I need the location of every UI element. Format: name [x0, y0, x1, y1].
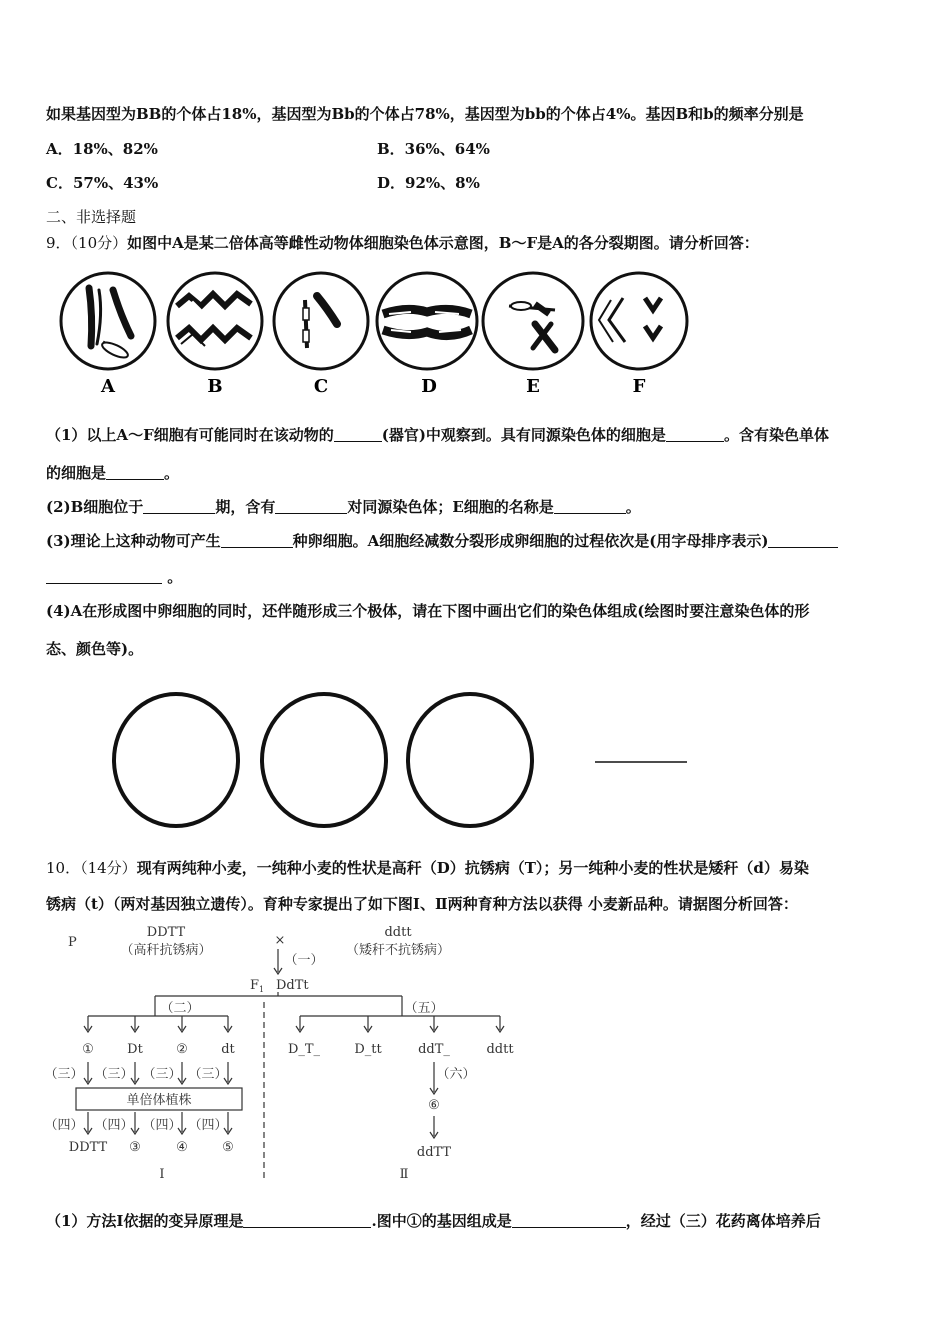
q9-part3-text-a: (3)理论上这种动物可产生	[46, 532, 221, 550]
q9-part1-line1	[46, 424, 829, 445]
step-5: （五）	[404, 1001, 444, 1016]
result-3: ③	[129, 1140, 141, 1155]
step-3-d: （三）	[188, 1067, 228, 1082]
parent1-desc: （高秆抗锈病）	[120, 943, 212, 958]
haploid-box: 单倍体植株	[126, 1093, 192, 1108]
step-4-a: （四）	[44, 1118, 84, 1133]
cell-f	[591, 273, 687, 369]
q10-stem-line1	[46, 857, 809, 878]
q9-chromatid-blank[interactable]	[106, 465, 164, 480]
q9-part2-text-d: 。	[625, 498, 641, 516]
intermediate-6: ⑥	[428, 1098, 440, 1113]
q9-stem: 如图中A是某二倍体高等雌性动物体细胞染色体示意图，B～F是A的各分裂期图。请分析回答：	[127, 234, 759, 252]
q10-principle-blank[interactable]	[243, 1213, 371, 1228]
q8-stem: 如果基因型为BB的个体占18%，基因型为Bb的个体占78%，基因型为bb的个体占4%。基因B和b的频率分别是	[46, 105, 804, 123]
cell-label-c: C	[313, 376, 329, 396]
result-4: ④	[176, 1140, 188, 1155]
p-label: P	[68, 935, 77, 950]
step-3-c: （三）	[142, 1067, 182, 1082]
step-3-a: （三）	[44, 1067, 84, 1082]
q9-part1-text-c: 。含有染色单体	[723, 426, 829, 444]
q9-order-blank-1[interactable]	[768, 533, 838, 548]
q9-part4-line2: 态、颜色等)。	[46, 640, 144, 658]
cell-label-b: B	[207, 376, 223, 396]
step-1: （一）	[284, 953, 324, 968]
q9-part2-text-b: 期，含有	[215, 498, 276, 516]
gamete-3: ②	[176, 1042, 188, 1057]
q10-part1-text-c: ，经过（三）花药离体培养后	[625, 1212, 821, 1230]
step-4-d: （四）	[188, 1118, 228, 1133]
cell-label-e: E	[526, 376, 540, 396]
f2-2: D_tt	[354, 1042, 382, 1057]
q9-part3-text-b: 种卵细胞。A细胞经减数分裂形成卵细胞的过程依次是(用字母排序表示)	[292, 532, 769, 550]
q9-part1-text-b: (器官)中观察到。具有同源染色体的细胞是	[381, 426, 666, 444]
q9-part2-text-a: (2)B细胞位于	[46, 498, 144, 516]
q9-homologous-blank[interactable]	[666, 427, 724, 442]
result-ddtt: DDTT	[68, 1140, 108, 1155]
cross-sign: ×	[274, 933, 286, 948]
q9-egg-types-blank[interactable]	[221, 533, 293, 548]
q9-pairs-blank[interactable]	[275, 499, 347, 514]
drawing-circle-2[interactable]	[262, 694, 386, 826]
cell-label-d: D	[421, 376, 437, 396]
q9-organ-blank[interactable]	[334, 427, 382, 442]
cell-label-a: A	[101, 376, 115, 396]
q10-stem-line2: 锈病（t）（两对基因独立遗传）。育种专家提出了如下图Ⅰ、Ⅱ两种育种方法以获得 小麦新品种。请据图分析回答：	[46, 895, 798, 913]
q10-score: （14分）	[80, 859, 137, 877]
cell-b	[168, 273, 262, 369]
q9-part3-line2	[46, 566, 182, 587]
f2-1: D_T_	[287, 1042, 321, 1057]
q9-part3-text-c: 。	[167, 568, 183, 586]
final-ddtt: ddTT	[416, 1145, 452, 1160]
drawing-circle-1[interactable]	[114, 694, 238, 826]
gamete-2: Dt	[127, 1042, 143, 1057]
q9-part1-text-e: 。	[164, 464, 180, 482]
parent1: DDTT	[146, 925, 186, 940]
f1-label: $F_1$	[250, 978, 265, 994]
q9-stem-line	[46, 232, 759, 253]
q8-option-d: D．92%、8%	[377, 174, 480, 192]
step-6: （六）	[436, 1067, 476, 1082]
breeding-diagram	[40, 922, 540, 1184]
cell-label-f: F	[632, 376, 646, 396]
q9-number: 9．	[46, 234, 71, 252]
q8-option-b: B．36%、64%	[377, 140, 490, 158]
parent2-desc: （矮秆不抗锈病）	[345, 943, 451, 958]
q10-number: 10．	[46, 859, 81, 877]
cell-d	[377, 273, 477, 369]
gamete-1: ①	[82, 1042, 94, 1057]
q9-cell-name-blank[interactable]	[554, 499, 626, 514]
q8-option-c: C．57%、43%	[46, 174, 159, 192]
q9-cell-figure	[55, 268, 695, 396]
f2-3: ddT_	[418, 1042, 450, 1057]
q8-option-a: A．18%、82%	[46, 140, 158, 158]
result-5: ⑤	[222, 1140, 234, 1155]
q10-part1-text-b: .图中①的基因组成是	[371, 1212, 512, 1230]
step-2: （二）	[160, 1001, 200, 1016]
q9-part1-text-a: （1）以上A～F细胞有可能同时在该动物的	[46, 426, 334, 444]
cell-e	[483, 273, 583, 369]
q9-score: （10分）	[70, 234, 128, 252]
polar-body-drawing-area	[110, 690, 710, 835]
q9-part2	[46, 496, 641, 517]
section-title: 二、非选择题	[46, 208, 137, 226]
f1: DdTt	[276, 978, 309, 993]
q10-part1-text-a: （1）方法Ⅰ依据的变异原理是	[46, 1212, 244, 1230]
cell-c	[274, 273, 368, 369]
q9-part4-line1: (4)A在形成图中卵细胞的同时，还伴随形成三个极体，请在下图中画出它们的染色体组成(绘图时要注意染色体的形	[46, 602, 810, 620]
q9-part1-line2	[46, 462, 179, 483]
drawing-circle-3[interactable]	[408, 694, 532, 826]
method-2-label: Ⅱ	[399, 1167, 409, 1182]
step-4-b: （四）	[94, 1118, 134, 1133]
parent2: ddtt	[384, 925, 412, 940]
q9-part3-line1	[46, 530, 838, 551]
q10-part1	[46, 1210, 821, 1231]
q9-part1-text-d: 的细胞是	[46, 464, 107, 482]
f2-4: ddtt	[486, 1042, 514, 1057]
method-1-label: Ⅰ	[159, 1167, 165, 1182]
step-3-b: （三）	[94, 1067, 134, 1082]
q9-order-blank-2[interactable]	[46, 569, 162, 584]
q10-genotype-blank[interactable]	[512, 1213, 626, 1228]
cell-a	[61, 273, 155, 369]
q9-phase-blank[interactable]	[143, 499, 215, 514]
step-4-c: （四）	[142, 1118, 182, 1133]
gamete-4: dt	[221, 1042, 235, 1057]
q9-part2-text-c: 对同源染色体；E细胞的名称是	[347, 498, 554, 516]
q10-stem1: 现有两纯种小麦，一纯种小麦的性状是高秆（D）抗锈病（T）；另一纯种小麦的性状是矮秆（d）易染	[136, 859, 809, 877]
